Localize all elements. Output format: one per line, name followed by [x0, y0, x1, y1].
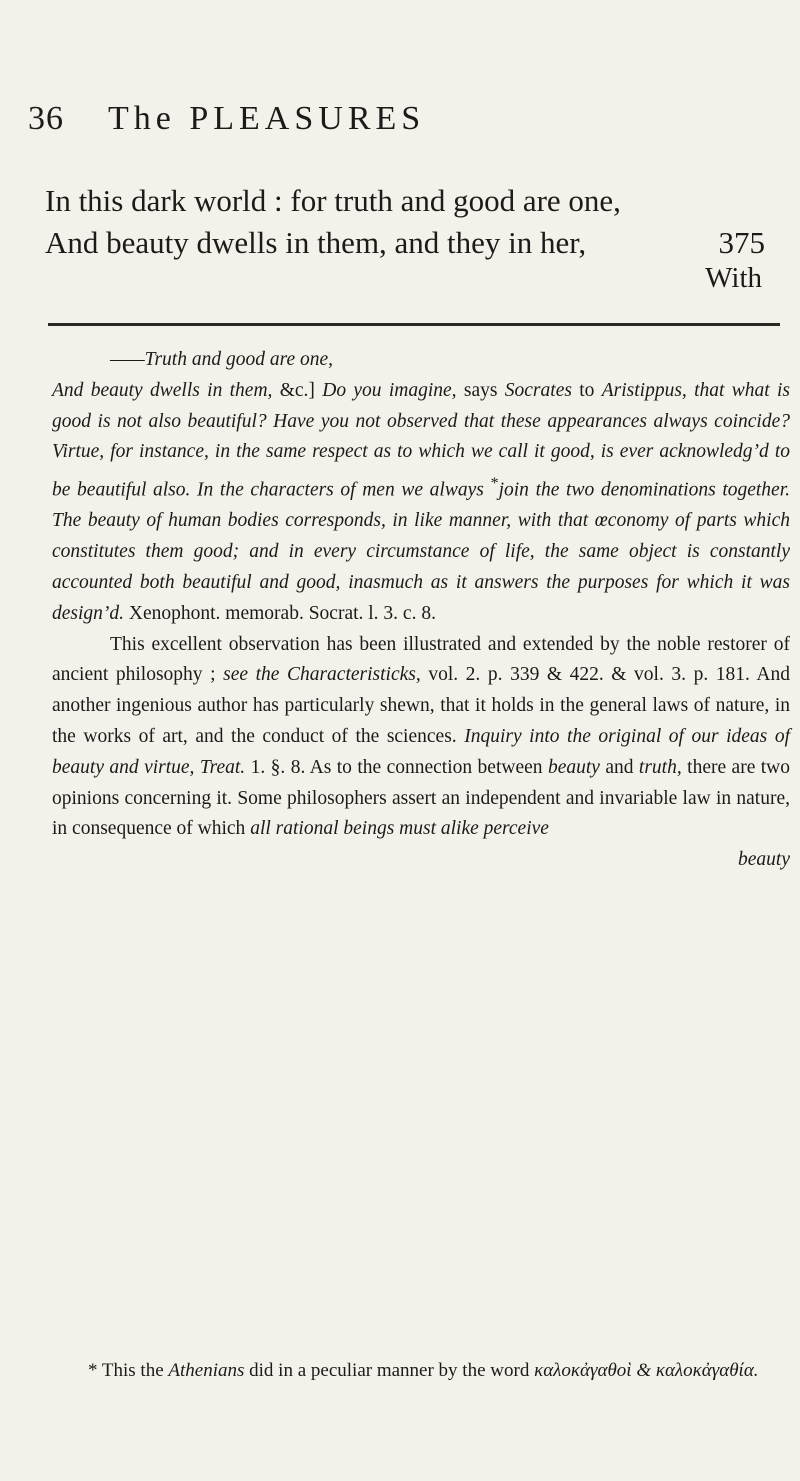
poem-line-text: And beauty dwells in them, and they in her, — [45, 225, 587, 260]
note-italic: join the two denominations together. The beauty of human bodies corresponds, in like manner, with that œconomy of parts which constitutes them good; and in every circumstance of life, the same object is constantly accounted both beautiful and good, inasmuch as it answers the purposes for which it was design’d. — [52, 479, 791, 624]
note-text: This excellent observation has been illustrated and extended by the noble restorer of ancient philosophy ; — [52, 633, 790, 686]
note-citation: Xenophont. memorab. Socrat. l. 3. c. 8. — [124, 602, 436, 624]
footnote — [70, 1356, 770, 1386]
note-lemma: And beauty dwells in them, — [52, 379, 273, 401]
end-catchword: beauty — [738, 849, 790, 871]
notes-section — [52, 345, 790, 876]
poem-text — [45, 180, 765, 264]
footnote-italic: Athenians — [168, 1360, 245, 1381]
note-italic: beauty — [547, 756, 600, 778]
note-text: says — [456, 379, 505, 401]
note-text: 1. §. 8. As to the connection between — [245, 756, 548, 778]
page-header — [28, 100, 768, 150]
note-paragraph — [52, 345, 790, 630]
note-italic: Inquiry into the original of our ideas of beauty and virtue, Treat. — [52, 726, 790, 778]
note-italic: Do you imagine, — [322, 379, 457, 401]
poem-line-text: In this dark world : for truth and good are one, — [45, 183, 621, 218]
divider-rule — [48, 323, 780, 326]
poem-line — [45, 180, 765, 222]
page-number: 36 — [28, 100, 64, 137]
footnote-part: * This the — [88, 1360, 169, 1381]
note-italic: truth, — [638, 756, 682, 778]
note-italic: Aristippus, that what is good is not also beautiful? Have you not observed that these appearances always coincide? Virtue, for instance, in the same respect as to which we call it good, is ever acknowledg’d to be beautiful also. In the characters of men we always — [52, 379, 790, 501]
line-number: 375 — [718, 225, 765, 260]
note-paragraph — [52, 630, 790, 876]
footnote-text — [70, 1356, 770, 1386]
note-text: and — [599, 756, 639, 778]
note-text: to — [571, 379, 602, 401]
poem-line — [45, 222, 765, 264]
running-title: The PLEASURES — [108, 100, 426, 137]
note-text: vol. 2. p. 339 & 422. & vol. 3. p. 181. And another ingenious author has particularly shewn, that it holds in the general laws of nature, in the works of art, and the conduct of the sciences. — [52, 664, 790, 748]
note-lemma: ——Truth and good are one, — [110, 349, 334, 370]
footnote-greek: καλοκἀγαθοὶ & καλοκἀγαθία. — [534, 1360, 759, 1381]
catchword: With — [705, 262, 762, 294]
note-text: &c.] — [279, 379, 323, 401]
note-italic: all rational beings must alike perceive — [250, 818, 549, 840]
note-italic: see the Characteristicks, — [223, 664, 421, 686]
footnote-marker: * — [490, 474, 499, 493]
note-italic: Socrates — [504, 379, 572, 401]
note-text: there are two opinions concerning it. Some philosophers assert an independent and invariable law in nature, in consequence of which — [52, 756, 791, 840]
footnote-part: did in a peculiar manner by the word — [244, 1360, 535, 1381]
